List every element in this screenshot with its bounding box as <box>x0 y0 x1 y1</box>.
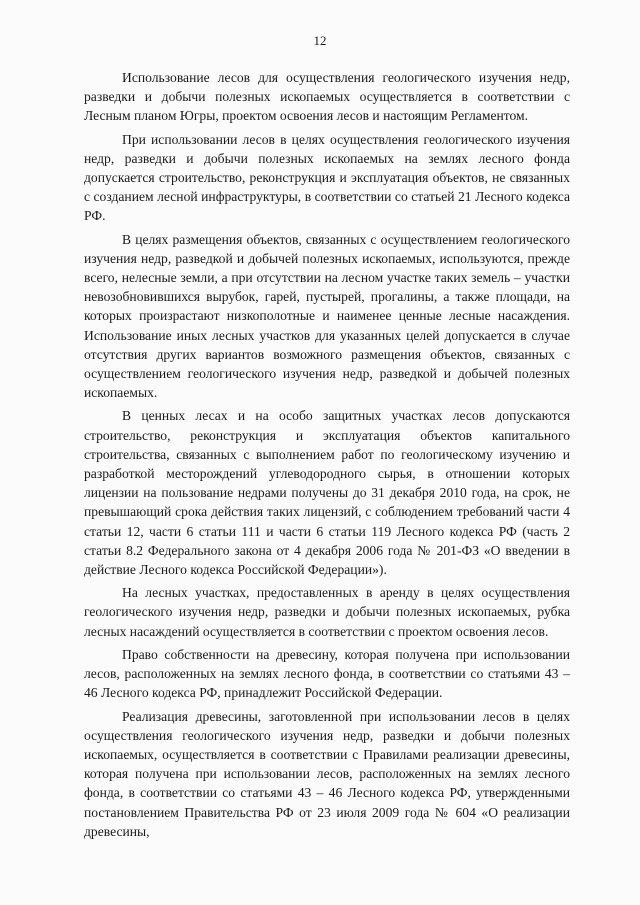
paragraph-6: Право собственности на древесину, которая получена при использовании лесов, расположенных на землях лесного фонда, в соответствии со статьями 43 – 46 Лесного кодекса РФ, принадлежит Российской Федерации. <box>84 646 570 701</box>
paragraph-1: Использование лесов для осуществления геологического изучения недр, разведки и добычи полезных ископаемых осуществляется в соответствии с Лесным планом Югры, проектом освоения лесов и настоящим Регламентом. <box>84 70 570 124</box>
document-body <box>84 68 570 845</box>
page-number: 12 <box>313 33 327 48</box>
paragraph-5: На лесных участках, предоставленных в аренду в целях осуществления геологического изучения недр, разведки и добычи полезных ископаемых, рубка лесных насаждений осуществляется в соответствии с проектом освоения лесов. <box>84 585 570 639</box>
paragraph-7: Реализация древесины, заготовленной при использовании лесов в целях осуществления геологического изучения недр, разведки и добычи полезных ископаемых, осуществляется в соответствии с Правилами реализации древесины, которая получена при использовании лесов, расположенных на землях лесного фонда, в соответствии со статьями 43 – 46 Лесного кодекса РФ, утвержденными постановлением Правительства РФ от 23 июля 2009 года № 604 «О реализации древесины, <box>84 708 570 839</box>
paragraph-2: При использовании лесов в целях осуществления геологического изучения недр, разведки и добычи полезных ископаемых на землях лесного фонда допускается строительство, реконструкция и эксплуатация объектов, не связанных с созданием лесной инфраструктуры, в соответствии со статьей 21 Лесного кодекса РФ. <box>84 131 570 224</box>
paragraph-4: В ценных лесах и на особо защитных участках лесов допускаются строительство, реконструкция и эксплуатация объектов капитального строительства, связанных с выполнением работ по геологическому изучению и разработкой месторождений углеводородного сырья, в отношении которых лицензии на пользование недрами получены до 31 декабря 2010 года, на срок, не превышающий срока действия таких лицензий, с соблюдением требований части 4 статьи 12, части 6 статьи 111 и части 6 статьи 119 Лесного кодекса РФ (часть 2 статьи 8.2 Федерального закона от 4 декабря 2006 года № 201-ФЗ «О введении в действие Лесного кодекса Российской Федерации»). <box>84 408 570 578</box>
paragraph-3: В целях размещения объектов, связанных с осуществлением геологического изучения недр, разведкой и добычей полезных ископаемых, используются, прежде всего, нелесные земли, а при отсутствии на лесном участке таких земель – участки невозобновившихся вырубок, гарей, пустырей, прогалины, а также площади, на которых произрастают низкополотные и наименее ценные лесные насаждения. Использование иных лесных участков для указанных целей допускается в случае отсутствия других вариантов возможного размещения объектов, связанных с осуществлением геологического изучения недр, разведкой и добычей полезных ископаемых. <box>84 231 570 401</box>
